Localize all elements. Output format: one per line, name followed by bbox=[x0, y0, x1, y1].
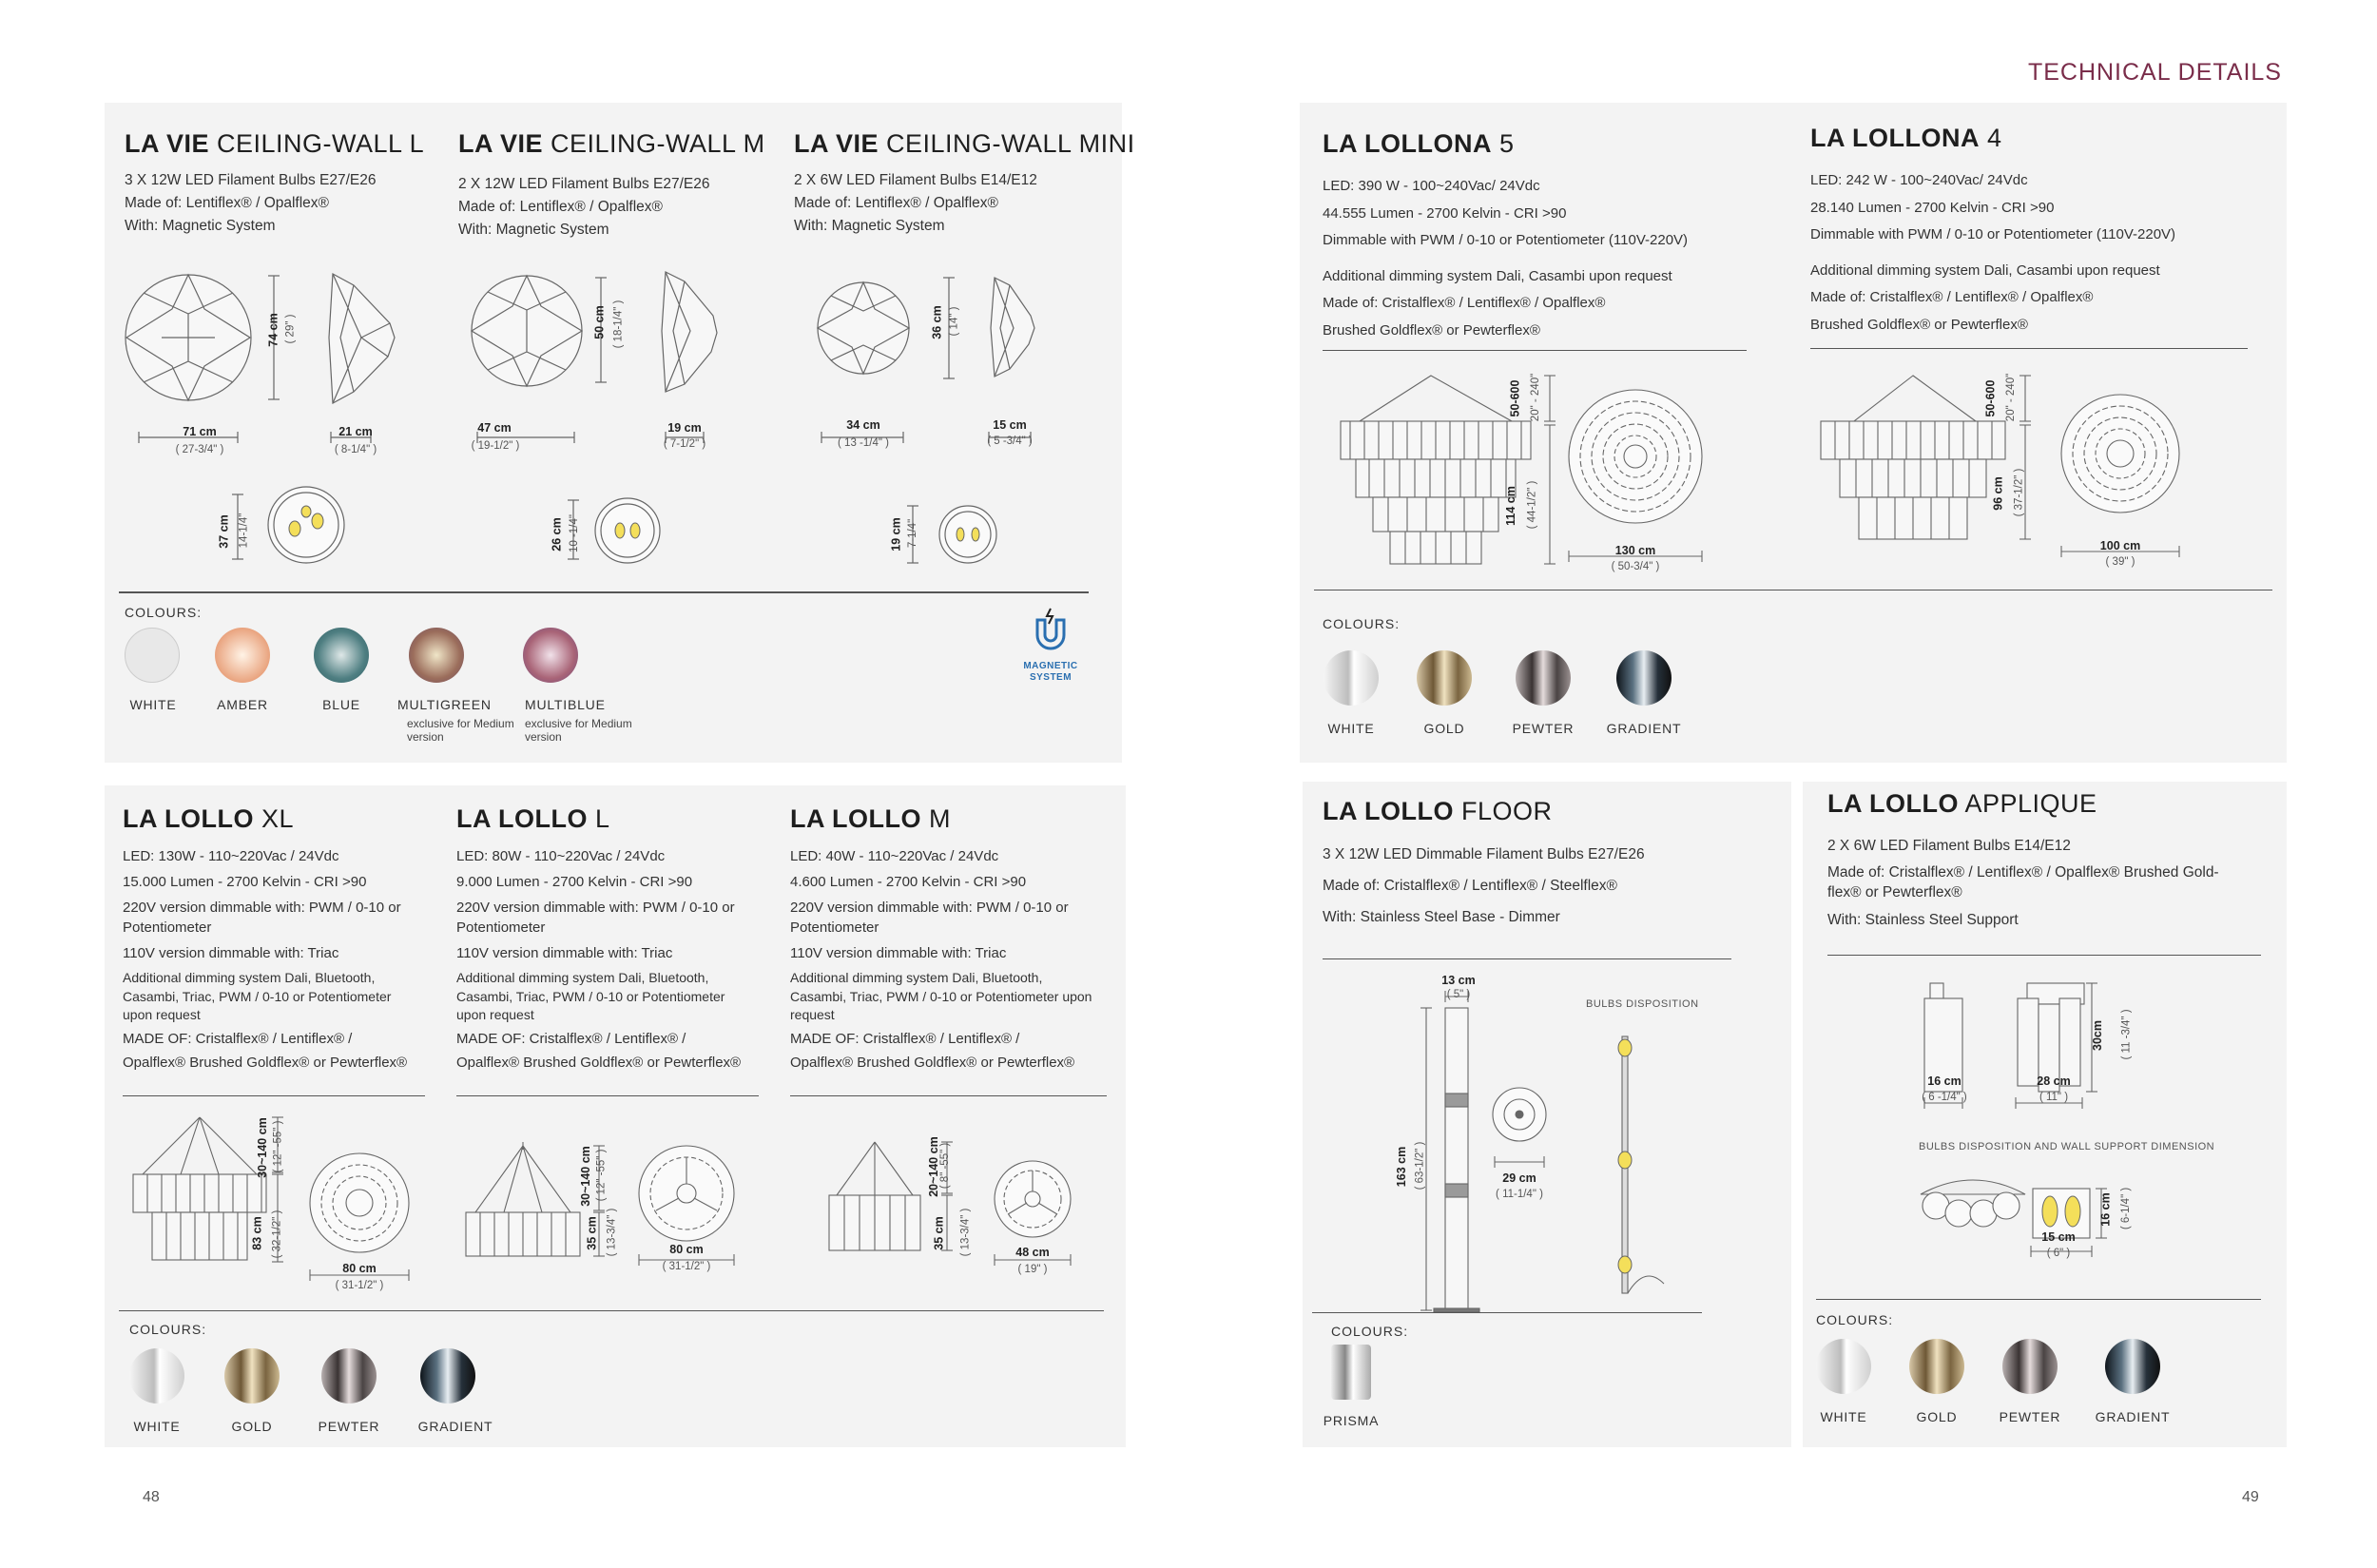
bulbs-caption: BULBS DISPOSITION bbox=[1586, 998, 1699, 1010]
dim-width-in: ( 50-3/4" ) bbox=[1611, 561, 1660, 572]
dim-width-in: ( 31-1/2" ) bbox=[335, 1280, 384, 1291]
product-specs: 3 X 12W LED Dimmable Filament Bulbs E27/E26 Made of: Cristalflex® / Lentiflex® / Steelflex® With: Stainless Steel Base - Dimmer bbox=[1323, 846, 1645, 926]
swatch-label: AMBER bbox=[217, 697, 268, 712]
page-number-left: 48 bbox=[143, 1489, 160, 1505]
swatch-gold[interactable] bbox=[224, 1348, 280, 1403]
dim-height-in: ( 14" ) bbox=[948, 306, 960, 337]
dim-width: 47 cm bbox=[477, 421, 512, 435]
dim-depth-in: ( 5 -3/4" ) bbox=[987, 436, 1033, 447]
divider bbox=[1810, 348, 2248, 349]
divider bbox=[119, 1310, 1104, 1311]
dim-width-in: ( 19-1/2" ) bbox=[471, 440, 520, 452]
swatch-note: exclusive for Medium version bbox=[407, 717, 514, 745]
product-title: LA LOLLO APPLIQUE bbox=[1827, 789, 2097, 818]
swatch-label: GRADIENT bbox=[2095, 1409, 2171, 1424]
swatch-label: BLUE bbox=[322, 697, 360, 712]
dim-height: 74 cm bbox=[266, 313, 280, 347]
divider bbox=[1323, 958, 1731, 959]
product-title: LA LOLLONA 5 bbox=[1323, 129, 1515, 158]
dim-width: 34 cm bbox=[846, 418, 880, 432]
product-title: LA LOLLO L bbox=[456, 804, 610, 833]
product-specs: 2 X 6W LED Filament Bulbs E14/E12 Made of: Lentiflex® / Opalflex® With: Magnetic System bbox=[794, 172, 1037, 235]
dim-base-in: 14-1/4" bbox=[238, 513, 250, 549]
swatch-label: WHITE bbox=[1820, 1409, 1867, 1424]
dim-width: 16 cm bbox=[1927, 1074, 1962, 1088]
swatch-label: GRADIENT bbox=[417, 1419, 493, 1434]
colours-label: COLOURS: bbox=[125, 605, 203, 620]
dim-base-in: ( 11-1/4" ) bbox=[1496, 1189, 1543, 1200]
swatch-pewter[interactable] bbox=[2002, 1339, 2058, 1394]
product-specs: 2 X 12W LED Filament Bulbs E27/E26 Made of: Lentiflex® / Opalflex® With: Magnetic System bbox=[458, 176, 710, 239]
product-specs: LED: 80W - 110~220Vac / 24Vdc 9.000 Lumen - 2700 Kelvin - CRI >90 220V version dimmable with: PWM / 0-10 or Potentiometer 110V version dimmable with: Triac Additional dimming system Dali, Bluetooth, Casambi, Triac, PWM / 0-10 or Potentiometer upon request MADE OF: Cristalflex® / Lentiflex® / Opalflex® Brushed Goldflex® or Pewterflex® bbox=[456, 848, 742, 1071]
dim-height-in: ( 29" ) bbox=[284, 314, 297, 344]
swatch-white[interactable] bbox=[1324, 650, 1379, 706]
dim-width: 100 cm bbox=[2099, 539, 2141, 552]
dim-base-in: 7-1/4" bbox=[907, 518, 919, 549]
swatch-pewter[interactable] bbox=[321, 1348, 377, 1403]
swatch-white[interactable] bbox=[125, 628, 180, 683]
swatch-gradient[interactable] bbox=[1616, 650, 1672, 706]
divider bbox=[123, 1095, 425, 1096]
dim-depth: 21 cm bbox=[338, 425, 373, 438]
swatch-amber[interactable] bbox=[215, 628, 270, 683]
swatch-label: PRISMA bbox=[1323, 1413, 1380, 1428]
swatch-note: exclusive for Medium version bbox=[525, 717, 632, 745]
dim-top: 13 cm bbox=[1441, 974, 1476, 987]
dim-width: 80 cm bbox=[669, 1243, 704, 1256]
dim-cable-in: ( 12" -55" ) bbox=[595, 1149, 608, 1202]
magnetic-system-label: MAGNETIC SYSTEM bbox=[1023, 661, 1078, 683]
dim-width-in: ( 13 -1/4" ) bbox=[838, 437, 889, 449]
swatch-blue[interactable] bbox=[314, 628, 369, 683]
magnet-icon bbox=[1032, 609, 1070, 656]
dim-height-in: ( 6-1/4" ) bbox=[2120, 1187, 2133, 1230]
dim-width-in: ( 39" ) bbox=[2105, 556, 2135, 568]
dim-height: 16 cm bbox=[2098, 1192, 2113, 1227]
swatch-pewter[interactable] bbox=[1516, 650, 1571, 706]
dim-height: 35 cm bbox=[585, 1216, 599, 1250]
swatch-multiblue[interactable] bbox=[523, 628, 578, 683]
divider bbox=[1827, 955, 2261, 956]
colours-label: COLOURS: bbox=[129, 1322, 207, 1337]
divider bbox=[119, 591, 1089, 593]
dim-height-in: ( 37-1/2" ) bbox=[2013, 468, 2025, 517]
divider bbox=[1816, 1299, 2261, 1300]
dim-cable-in: 20" - 240" bbox=[2005, 373, 2018, 422]
colours-label: COLOURS: bbox=[1323, 616, 1401, 631]
dim-top-in: ( 5" ) bbox=[1446, 989, 1471, 1000]
dim-height: 50 cm bbox=[592, 305, 607, 339]
swatch-white[interactable] bbox=[1816, 1339, 1871, 1394]
swatch-label: GOLD bbox=[231, 1419, 273, 1434]
swatch-gold[interactable] bbox=[1417, 650, 1472, 706]
dim-width-in: ( 6 -1/4" ) bbox=[1922, 1092, 1967, 1103]
dim-cable-in: 20" - 240" bbox=[1530, 373, 1542, 422]
dim-base-in: 10 -1/4" bbox=[568, 514, 580, 552]
dim-height: 114 cm bbox=[1503, 486, 1517, 526]
dim-height: 36 cm bbox=[930, 305, 944, 339]
dim-width-in: ( 31-1/2" ) bbox=[662, 1261, 711, 1272]
dim-width: 130 cm bbox=[1614, 544, 1656, 557]
swatch-label: WHITE bbox=[1327, 721, 1375, 736]
page-number-right: 49 bbox=[2242, 1489, 2259, 1505]
swatch-label: PEWTER bbox=[1999, 1409, 2061, 1424]
dim-height: 30cm bbox=[2090, 1020, 2104, 1051]
dim-height: 163 cm bbox=[1395, 1146, 1409, 1188]
bulbs-caption: BULBS DISPOSITION AND WALL SUPPORT DIMENSION bbox=[1919, 1141, 2215, 1152]
product-specs: LED: 130W - 110~220Vac / 24Vdc 15.000 Lumen - 2700 Kelvin - CRI >90 220V version dimmable with: PWM / 0-10 or Potentiometer 110V version dimmable with: Triac Additional dimming system Dali, Bluetooth, Casambi, Triac, PWM / 0-10 or Potentiometer upon request MADE OF: Cristalflex® / Lentiflex® / Opalflex® Brushed Goldflex® or Pewterflex® bbox=[123, 848, 408, 1071]
product-title: LA VIE CEILING-WALL L bbox=[125, 129, 425, 158]
dim-height: 83 cm bbox=[250, 1216, 264, 1250]
product-title: LA LOLLO M bbox=[790, 804, 951, 833]
product-title: LA VIE CEILING-WALL MINI bbox=[794, 129, 1135, 158]
swatch-label: MULTIBLUE bbox=[525, 697, 606, 712]
dim-width-in: ( 19" ) bbox=[1017, 1264, 1048, 1275]
swatch-gradient[interactable] bbox=[420, 1348, 475, 1403]
dim-width-in: ( 11" ) bbox=[2039, 1092, 2069, 1103]
dim-width-in: ( 27-3/4" ) bbox=[175, 444, 224, 455]
swatch-gold[interactable] bbox=[1909, 1339, 1964, 1394]
dim-depth: 19 cm bbox=[667, 421, 702, 435]
divider bbox=[1312, 1312, 1702, 1313]
dim-cable-in: ( 8" -55" ) bbox=[939, 1142, 952, 1190]
floor-drawing bbox=[1312, 979, 1788, 1303]
dim-cable: 50-600 bbox=[1983, 379, 1998, 417]
swatch-label: WHITE bbox=[129, 697, 177, 712]
swatch-prisma[interactable] bbox=[1331, 1345, 1371, 1400]
product-specs: LED: 242 W - 100~240Vac/ 24Vdc 28.140 Lumen - 2700 Kelvin - CRI >90 Dimmable with PWM / 0-10 or Potentiometer (110V-220V) Additional dimming system Dali, Casambi upon request Made of: Cristalflex® / Lentiflex® / Opalflex® Brushed Goldflex® or Pewterflex® bbox=[1810, 172, 2176, 333]
divider bbox=[456, 1095, 759, 1096]
dim-width: 80 cm bbox=[342, 1262, 377, 1275]
dim-height-in: ( 18-1/4" ) bbox=[612, 300, 625, 349]
dim-depth-in: ( 8-1/4" ) bbox=[334, 444, 377, 455]
dim-width: 28 cm bbox=[2037, 1074, 2071, 1088]
swatch-multigreen[interactable] bbox=[409, 628, 464, 683]
dim-base: 29 cm bbox=[1502, 1171, 1536, 1185]
product-title: LA LOLLO XL bbox=[123, 804, 295, 833]
swatch-label: PEWTER bbox=[318, 1419, 380, 1434]
product-specs: LED: 40W - 110~220Vac / 24Vdc 4.600 Lumen - 2700 Kelvin - CRI >90 220V version dimmable with: PWM / 0-10 or Potentiometer 110V version dimmable with: Triac Additional dimming system Dali, Bluetooth, Casambi, Triac, PWM / 0-10 or Potentiometer upon request MADE OF: Cristalflex® / Lentiflex® / Opalflex® Brushed Goldflex® or Pewterflex® bbox=[790, 848, 1092, 1071]
colours-label: COLOURS: bbox=[1331, 1324, 1409, 1339]
dim-width-in: ( 6" ) bbox=[2046, 1248, 2071, 1259]
swatch-label: MULTIGREEN bbox=[397, 697, 492, 712]
dim-base: 37 cm bbox=[217, 514, 231, 549]
dim-height-in: ( 63-1/2" ) bbox=[1414, 1141, 1426, 1191]
dim-width: 71 cm bbox=[183, 425, 217, 438]
swatch-gradient[interactable] bbox=[2105, 1339, 2160, 1394]
product-title: LA VIE CEILING-WALL M bbox=[458, 129, 765, 158]
product-specs: LED: 390 W - 100~240Vac/ 24Vdc 44.555 Lumen - 2700 Kelvin - CRI >90 Dimmable with PWM / 0-10 or Potentiometer (110V-220V) Additional dimming system Dali, Casambi upon request Made of: Cristalflex® / Lentiflex® / Opalflex® Brushed Goldflex® or Pewterflex® bbox=[1323, 178, 1689, 339]
swatch-label: GOLD bbox=[1916, 1409, 1958, 1424]
dim-height-in: ( 11 -3/4" ) bbox=[2120, 1009, 2133, 1060]
dim-cable-in: ( 12" -55" ) bbox=[272, 1120, 284, 1173]
product-title: LA LOLLO FLOOR bbox=[1323, 797, 1553, 825]
dim-cable: 30~140 cm bbox=[578, 1146, 592, 1207]
dim-height-in: ( 13-3/4" ) bbox=[959, 1208, 972, 1257]
dim-width: 15 cm bbox=[2041, 1230, 2076, 1244]
swatch-label: PEWTER bbox=[1512, 721, 1575, 736]
dim-base: 19 cm bbox=[889, 517, 903, 552]
dim-base: 26 cm bbox=[550, 517, 564, 552]
dim-depth: 15 cm bbox=[993, 418, 1027, 432]
product-specs: 3 X 12W LED Filament Bulbs E27/E26 Made of: Lentiflex® / Opalflex® With: Magnetic System bbox=[125, 172, 377, 235]
dim-depth-in: ( 7-1/2" ) bbox=[663, 438, 706, 450]
dim-width: 48 cm bbox=[1015, 1246, 1050, 1259]
dim-height-in: ( 32-1/2" ) bbox=[271, 1210, 283, 1259]
divider bbox=[1323, 350, 1747, 351]
colours-label: COLOURS: bbox=[1816, 1312, 1894, 1327]
dim-cable: 50-600 bbox=[1508, 379, 1522, 417]
dim-cable: 30~140 cm bbox=[255, 1117, 269, 1178]
dim-cable: 20~140 cm bbox=[926, 1136, 940, 1197]
applique-drawing bbox=[1807, 970, 2263, 1255]
dim-height-in: ( 13-3/4" ) bbox=[606, 1208, 618, 1257]
dim-height: 96 cm bbox=[1991, 476, 2005, 511]
product-title: LA LOLLONA 4 bbox=[1810, 124, 2002, 152]
dim-height-in: ( 44-1/2" ) bbox=[1526, 480, 1538, 530]
divider bbox=[790, 1095, 1107, 1096]
swatch-label: GOLD bbox=[1423, 721, 1465, 736]
swatch-label: GRADIENT bbox=[1606, 721, 1682, 736]
section-title: TECHNICAL DETAILS bbox=[2027, 59, 2282, 86]
swatch-white[interactable] bbox=[129, 1348, 184, 1403]
dim-height: 35 cm bbox=[932, 1216, 946, 1250]
product-specs: 2 X 6W LED Filament Bulbs E14/E12 Made of: Cristalflex® / Lentiflex® / Opalflex® Brushed Gold-flex® or Pewterflex® With: Stainless Steel Support bbox=[1827, 838, 2219, 928]
swatch-label: WHITE bbox=[133, 1419, 181, 1434]
